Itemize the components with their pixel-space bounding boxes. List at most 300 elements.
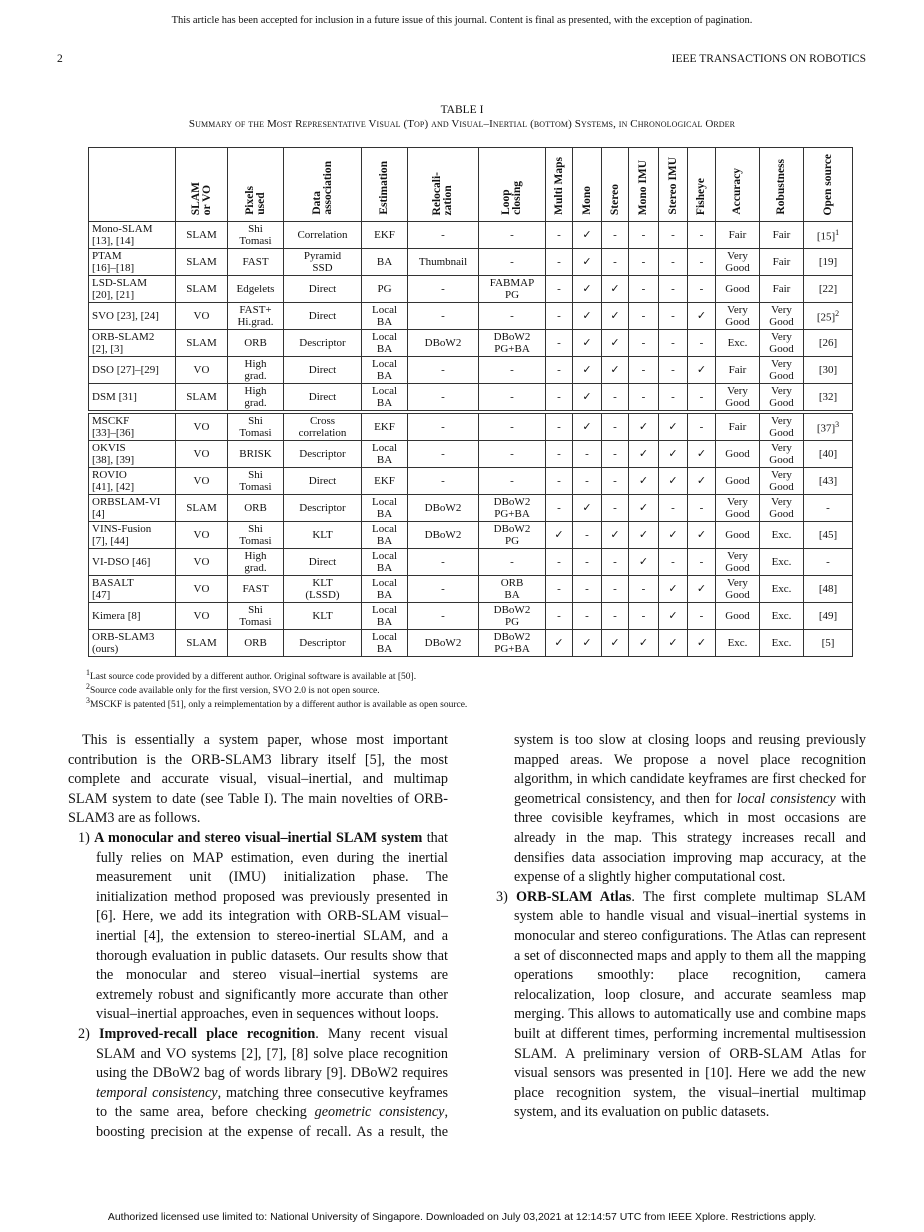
table-cell	[362, 384, 408, 413]
cell-text: [45]	[818, 529, 838, 541]
table-cell	[408, 276, 479, 303]
cell-text: -	[510, 556, 514, 568]
cell-text: -	[441, 448, 445, 460]
cell-text: Exc.	[771, 637, 792, 649]
cell-text: DSM [31]	[92, 391, 137, 403]
table-cell	[659, 412, 688, 441]
cell-text: ORBSLAM-VI [4]	[92, 496, 161, 520]
table-cell	[362, 441, 408, 468]
cell-text: Very Good	[769, 304, 794, 328]
cell-text: Very Good	[725, 304, 750, 328]
table-cell	[760, 495, 804, 522]
system-name-cell	[89, 549, 176, 576]
novelty-list-item	[496, 888, 867, 1123]
column-header	[602, 148, 629, 222]
cell-text: Fair	[728, 421, 747, 433]
table-cell	[176, 303, 228, 330]
table-cell	[629, 468, 659, 495]
cell-text: SLAM	[186, 229, 217, 241]
license-footer: Authorized licensed use limited to: National University of Singapore. Downloaded on July 03,2021 at 12:14:57 UTC from IEEE Xplore. Restrictions apply.	[107, 1211, 817, 1223]
emphasis-text: temporal consistency	[96, 1084, 218, 1101]
cell-text: FAST	[242, 256, 269, 268]
table-cell	[659, 330, 688, 357]
cell-text: Good	[725, 283, 750, 295]
cell-text: -	[671, 256, 675, 268]
table-cell	[760, 249, 804, 276]
table-cell	[804, 549, 853, 576]
table-cell	[659, 549, 688, 576]
table-cell	[408, 549, 479, 576]
table-cell	[804, 441, 853, 468]
column-header	[362, 148, 408, 222]
table-cell	[284, 303, 362, 330]
table-cell	[760, 603, 804, 630]
table-cell	[284, 412, 362, 441]
cell-text: ORB	[244, 502, 267, 514]
footnote-mark: 1	[835, 228, 840, 238]
table-cell	[688, 522, 716, 549]
table-cell	[659, 630, 688, 657]
table-cell	[176, 412, 228, 441]
cell-text: -	[641, 364, 646, 376]
table-cell	[546, 549, 573, 576]
cell-text: -	[441, 583, 445, 595]
cell-text: ✓	[668, 583, 678, 595]
table-cell	[659, 468, 688, 495]
table-cell	[546, 303, 573, 330]
table-cell	[228, 412, 284, 441]
table-row	[89, 576, 853, 603]
cell-text: VO	[193, 448, 210, 460]
table-cell	[688, 630, 716, 657]
cell-text: ✓	[668, 610, 678, 622]
footnote-text: Last source code provided by a different author. Original software is available at [50].	[89, 672, 417, 683]
table-cell	[688, 276, 716, 303]
table-cell	[629, 384, 659, 413]
table-cell	[479, 441, 546, 468]
item-heading: Improved-recall place recognition	[99, 1025, 316, 1042]
column-header-label: Relocali- zation	[431, 171, 454, 215]
table-row	[89, 603, 853, 630]
cell-text: DBoW2 PG+BA	[493, 631, 531, 655]
table-cell	[362, 222, 408, 249]
table-cell	[546, 330, 573, 357]
table-row	[89, 412, 853, 441]
cell-text: -	[441, 475, 445, 487]
system-name-cell	[89, 495, 176, 522]
table-cell	[362, 357, 408, 384]
table-cell	[176, 276, 228, 303]
table-caption: Summary of the Most Representative Visual (Top) and Visual–Inertial (bottom) Systems, in Chronological Order	[188, 118, 736, 130]
table-cell	[716, 603, 760, 630]
cell-text: ORB-SLAM3 (ours)	[92, 631, 155, 655]
table-cell	[479, 576, 546, 603]
table-cell	[362, 303, 408, 330]
table-cell	[228, 330, 284, 357]
table-cell	[573, 522, 602, 549]
cell-text: -	[441, 421, 445, 433]
table-cell	[408, 468, 479, 495]
table-cell	[284, 330, 362, 357]
cell-text: ✓	[582, 310, 592, 322]
footnote-mark: 1	[86, 668, 90, 677]
item-text: that fully relies on MAP estimation, even during the inertial measurement unit (IMU) initialization phase. The initialization method proposed was previously presented in [6]. Here, we add its integration with ORB-SLAM visual–inertial [4], the extension to stereo-inertial SLAM, and a thorough evaluation in public datasets. Our results show that the monocular and stereo visual–inertial systems are extremely robust and significantly more accurate than other visual–inertial approaches, even in sequences without loops.	[96, 829, 448, 1023]
cell-text: Edgelets	[236, 283, 275, 295]
table-cell	[573, 412, 602, 441]
table-cell	[362, 249, 408, 276]
cell-text: Very Good	[769, 496, 794, 520]
cell-text: DBoW2	[424, 637, 462, 649]
item-heading: A monocular and stereo visual–inertial SLAM system	[94, 829, 423, 846]
column-header	[89, 148, 176, 222]
cell-text: -	[441, 391, 445, 403]
cell-text: -	[557, 583, 561, 595]
cell-text: [25]	[816, 311, 836, 324]
table-cell	[546, 522, 573, 549]
column-header-label: Data association	[310, 161, 334, 215]
table-cell	[228, 522, 284, 549]
cell-text: Local BA	[371, 604, 398, 628]
table-cell	[573, 441, 602, 468]
table-cell	[362, 522, 408, 549]
cell-text: Direct	[308, 391, 337, 403]
table-cell	[284, 468, 362, 495]
cell-text: -	[613, 421, 617, 433]
table-cell	[760, 630, 804, 657]
cell-text: DBoW2 PG+BA	[493, 331, 531, 355]
system-name-cell	[89, 412, 176, 441]
cell-text: -	[557, 229, 561, 241]
table-cell	[573, 549, 602, 576]
cell-text: EKF	[374, 229, 395, 241]
table-cell	[228, 468, 284, 495]
table-cell	[629, 330, 659, 357]
table-cell	[479, 522, 546, 549]
cell-text: DBoW2 PG	[493, 604, 531, 628]
table-cell	[284, 549, 362, 576]
table-cell	[760, 522, 804, 549]
table-cell	[176, 222, 228, 249]
table-cell	[688, 222, 716, 249]
table-cell	[408, 357, 479, 384]
cell-text: BRISK	[239, 448, 272, 460]
cell-text: VINS-Fusion [7], [44]	[92, 523, 152, 547]
table-cell	[546, 384, 573, 413]
table-cell	[804, 468, 853, 495]
cell-text: Fair	[772, 283, 791, 295]
cell-text: Fair	[772, 256, 791, 268]
cell-text: Correlation	[297, 229, 348, 241]
cell-text: -	[699, 229, 704, 241]
cell-text: -	[613, 556, 617, 568]
table-cell	[760, 412, 804, 441]
cell-text: VO	[193, 310, 210, 322]
cell-text: Fair	[728, 364, 747, 376]
cell-text: Exc.	[771, 583, 792, 595]
cell-text: VO	[193, 529, 210, 541]
table-row	[89, 330, 853, 357]
cell-text: -	[557, 556, 561, 568]
table-cell	[408, 441, 479, 468]
table-cell	[659, 522, 688, 549]
table-cell	[602, 603, 629, 630]
cell-text: ✓	[610, 337, 620, 349]
cell-text: -	[557, 475, 561, 487]
cell-text: -	[557, 256, 561, 268]
cell-text: EKF	[374, 421, 395, 433]
table-cell	[546, 222, 573, 249]
cell-text: [43]	[818, 475, 838, 487]
table-cell	[602, 522, 629, 549]
system-name-cell	[89, 303, 176, 330]
table-cell	[716, 441, 760, 468]
cell-text: Shi Tomasi	[239, 223, 272, 247]
table-cell	[176, 249, 228, 276]
table-cell	[804, 603, 853, 630]
cell-text: KLT	[312, 610, 333, 622]
table-cell	[479, 249, 546, 276]
footnote-text: MSCKF is patented [51], only a reimplementation by a different author is available as open source.	[89, 700, 468, 711]
cell-text: EKF	[374, 475, 395, 487]
table-cell	[602, 576, 629, 603]
cell-text: ✓	[610, 529, 620, 541]
cell-text: -	[641, 391, 646, 403]
cell-text: ORB	[244, 337, 267, 349]
table-cell	[716, 412, 760, 441]
table-cell	[602, 249, 629, 276]
cell-text: VO	[193, 475, 210, 487]
cell-text: ✓	[582, 256, 592, 268]
column-header-label: SLAM or VO	[189, 181, 213, 215]
table-cell	[228, 303, 284, 330]
cell-text: SLAM	[186, 502, 217, 514]
column-header-label: Estimation	[378, 161, 390, 215]
cell-text: Kimera [8]	[92, 610, 141, 622]
cell-text: -	[557, 391, 561, 403]
table-cell	[408, 249, 479, 276]
cell-text: ✓	[668, 421, 678, 433]
cell-text: [5]	[821, 637, 835, 649]
cell-text: -	[699, 337, 704, 349]
cell-text: ✓	[696, 637, 707, 649]
table-cell	[688, 303, 716, 330]
cell-text: DBoW2	[424, 529, 462, 541]
table-cell	[602, 330, 629, 357]
body-text	[68, 731, 866, 1142]
table-row	[89, 495, 853, 522]
cell-text: Very Good	[769, 442, 794, 466]
cell-text: -	[510, 229, 514, 241]
cell-text: -	[510, 448, 514, 460]
cell-text: -	[585, 556, 589, 568]
table-cell	[479, 330, 546, 357]
table-cell	[659, 276, 688, 303]
cell-text: Local BA	[371, 442, 398, 466]
table-cell	[760, 222, 804, 249]
cell-text: VO	[193, 583, 210, 595]
table-cell	[602, 384, 629, 413]
table-cell	[716, 330, 760, 357]
table-cell	[362, 603, 408, 630]
table-cell	[602, 495, 629, 522]
table-cell	[362, 576, 408, 603]
table-cell	[716, 357, 760, 384]
footnote-mark: 3	[86, 696, 90, 705]
table-cell	[176, 441, 228, 468]
table-cell	[629, 249, 659, 276]
table-cell	[629, 441, 659, 468]
table-cell	[479, 603, 546, 630]
cell-text: DBoW2 PG	[493, 523, 531, 547]
cell-text: Very Good	[725, 250, 750, 274]
cell-text: [19]	[818, 256, 838, 268]
system-name-cell	[89, 357, 176, 384]
table-cell	[546, 576, 573, 603]
cell-text: Local BA	[371, 631, 398, 655]
systems-comparison-table	[88, 147, 853, 657]
cell-text: Shi Tomasi	[239, 415, 272, 439]
cell-text: -	[585, 448, 589, 460]
cell-text: -	[585, 583, 589, 595]
cell-text: Shi Tomasi	[239, 604, 272, 628]
cell-text: ✓	[582, 421, 592, 433]
table-cell	[479, 384, 546, 413]
cell-text: -	[671, 310, 675, 322]
cell-text: Exc.	[771, 610, 792, 622]
table-cell	[176, 603, 228, 630]
cell-text: ORB BA	[500, 577, 524, 601]
system-name-cell	[89, 276, 176, 303]
system-name-cell	[89, 249, 176, 276]
cell-text: ✓	[582, 229, 592, 241]
table-cell	[629, 603, 659, 630]
table-cell	[629, 495, 659, 522]
cell-text: -	[510, 421, 514, 433]
cell-text: -	[671, 556, 675, 568]
table-cell	[659, 576, 688, 603]
cell-text: -	[613, 256, 617, 268]
table-cell	[573, 576, 602, 603]
table-cell	[629, 576, 659, 603]
table-cell	[602, 357, 629, 384]
cell-text: Direct	[308, 283, 337, 295]
cell-text: [26]	[818, 337, 838, 349]
table-cell	[760, 576, 804, 603]
cell-text: -	[641, 229, 646, 241]
cell-text: Good	[725, 529, 750, 541]
table-cell	[804, 330, 853, 357]
cell-text: Cross correlation	[298, 415, 347, 439]
cell-text: -	[641, 310, 646, 322]
cell-text: -	[441, 283, 445, 295]
table-cell	[176, 549, 228, 576]
table-cell	[629, 630, 659, 657]
cell-text: -	[441, 556, 445, 568]
table-cell	[716, 303, 760, 330]
cell-text: ✓	[582, 283, 592, 295]
table-cell	[573, 630, 602, 657]
table-cell	[716, 249, 760, 276]
column-header	[804, 148, 853, 222]
cell-text: High grad.	[244, 550, 267, 574]
table-cell	[408, 495, 479, 522]
cell-text: -	[671, 502, 675, 514]
cell-text: ✓	[668, 448, 678, 460]
table-cell	[688, 603, 716, 630]
cell-text: Thumbnail	[418, 256, 468, 268]
cell-text: -	[699, 283, 704, 295]
cell-text: Very Good	[725, 385, 750, 409]
table-cell	[228, 276, 284, 303]
column-header-label: Mono	[580, 186, 593, 215]
column-header-label: Accuracy	[731, 168, 743, 215]
table-cell	[659, 303, 688, 330]
cell-text: -	[671, 283, 675, 295]
table-cell	[659, 441, 688, 468]
table-cell	[176, 330, 228, 357]
footnote	[86, 668, 416, 682]
table-cell	[362, 495, 408, 522]
cell-text: Fair	[772, 229, 791, 241]
cell-text: -	[557, 448, 561, 460]
table-cell	[284, 249, 362, 276]
table-cell	[546, 495, 573, 522]
table-cell	[804, 222, 853, 249]
table-cell	[629, 222, 659, 249]
cell-text: -	[699, 556, 704, 568]
cell-text: -	[671, 337, 675, 349]
table-cell	[479, 495, 546, 522]
cell-text: SLAM	[186, 283, 217, 295]
column-header-label: Fisheye	[695, 177, 707, 215]
cell-text: -	[585, 475, 589, 487]
system-name-cell	[89, 441, 176, 468]
cell-text: -	[613, 502, 617, 514]
footnote-mark: 2	[86, 682, 90, 691]
cell-text: Very Good	[725, 550, 750, 574]
cell-text: DBoW2 PG+BA	[493, 496, 531, 520]
column-header-label: Multi Maps	[552, 157, 565, 215]
table-cell	[629, 522, 659, 549]
table-cell	[546, 249, 573, 276]
cell-text: ✓	[638, 421, 649, 433]
footnote	[86, 696, 467, 710]
cell-text: High grad.	[244, 385, 267, 409]
cell-text: Local BA	[371, 523, 398, 547]
table-cell	[408, 412, 479, 441]
table-row	[89, 276, 853, 303]
cell-text: ✓	[638, 529, 649, 541]
column-header	[408, 148, 479, 222]
table-cell	[804, 630, 853, 657]
cell-text: FAST+ Hi.grad.	[237, 304, 274, 328]
cell-text: Mono-SLAM [13], [14]	[92, 223, 153, 247]
column-header	[228, 148, 284, 222]
table-cell	[602, 222, 629, 249]
table-cell	[408, 576, 479, 603]
cell-text: LSD-SLAM [20], [21]	[92, 277, 148, 301]
cell-text: ✓	[638, 637, 649, 649]
table-cell	[804, 249, 853, 276]
cell-text: Shi Tomasi	[239, 469, 272, 493]
table-cell	[573, 249, 602, 276]
table-cell	[804, 522, 853, 549]
table-cell	[629, 276, 659, 303]
table-cell	[760, 330, 804, 357]
cell-text: OKVIS [38], [39]	[92, 442, 135, 466]
table-cell	[716, 522, 760, 549]
novelty-list-item	[78, 829, 448, 1025]
